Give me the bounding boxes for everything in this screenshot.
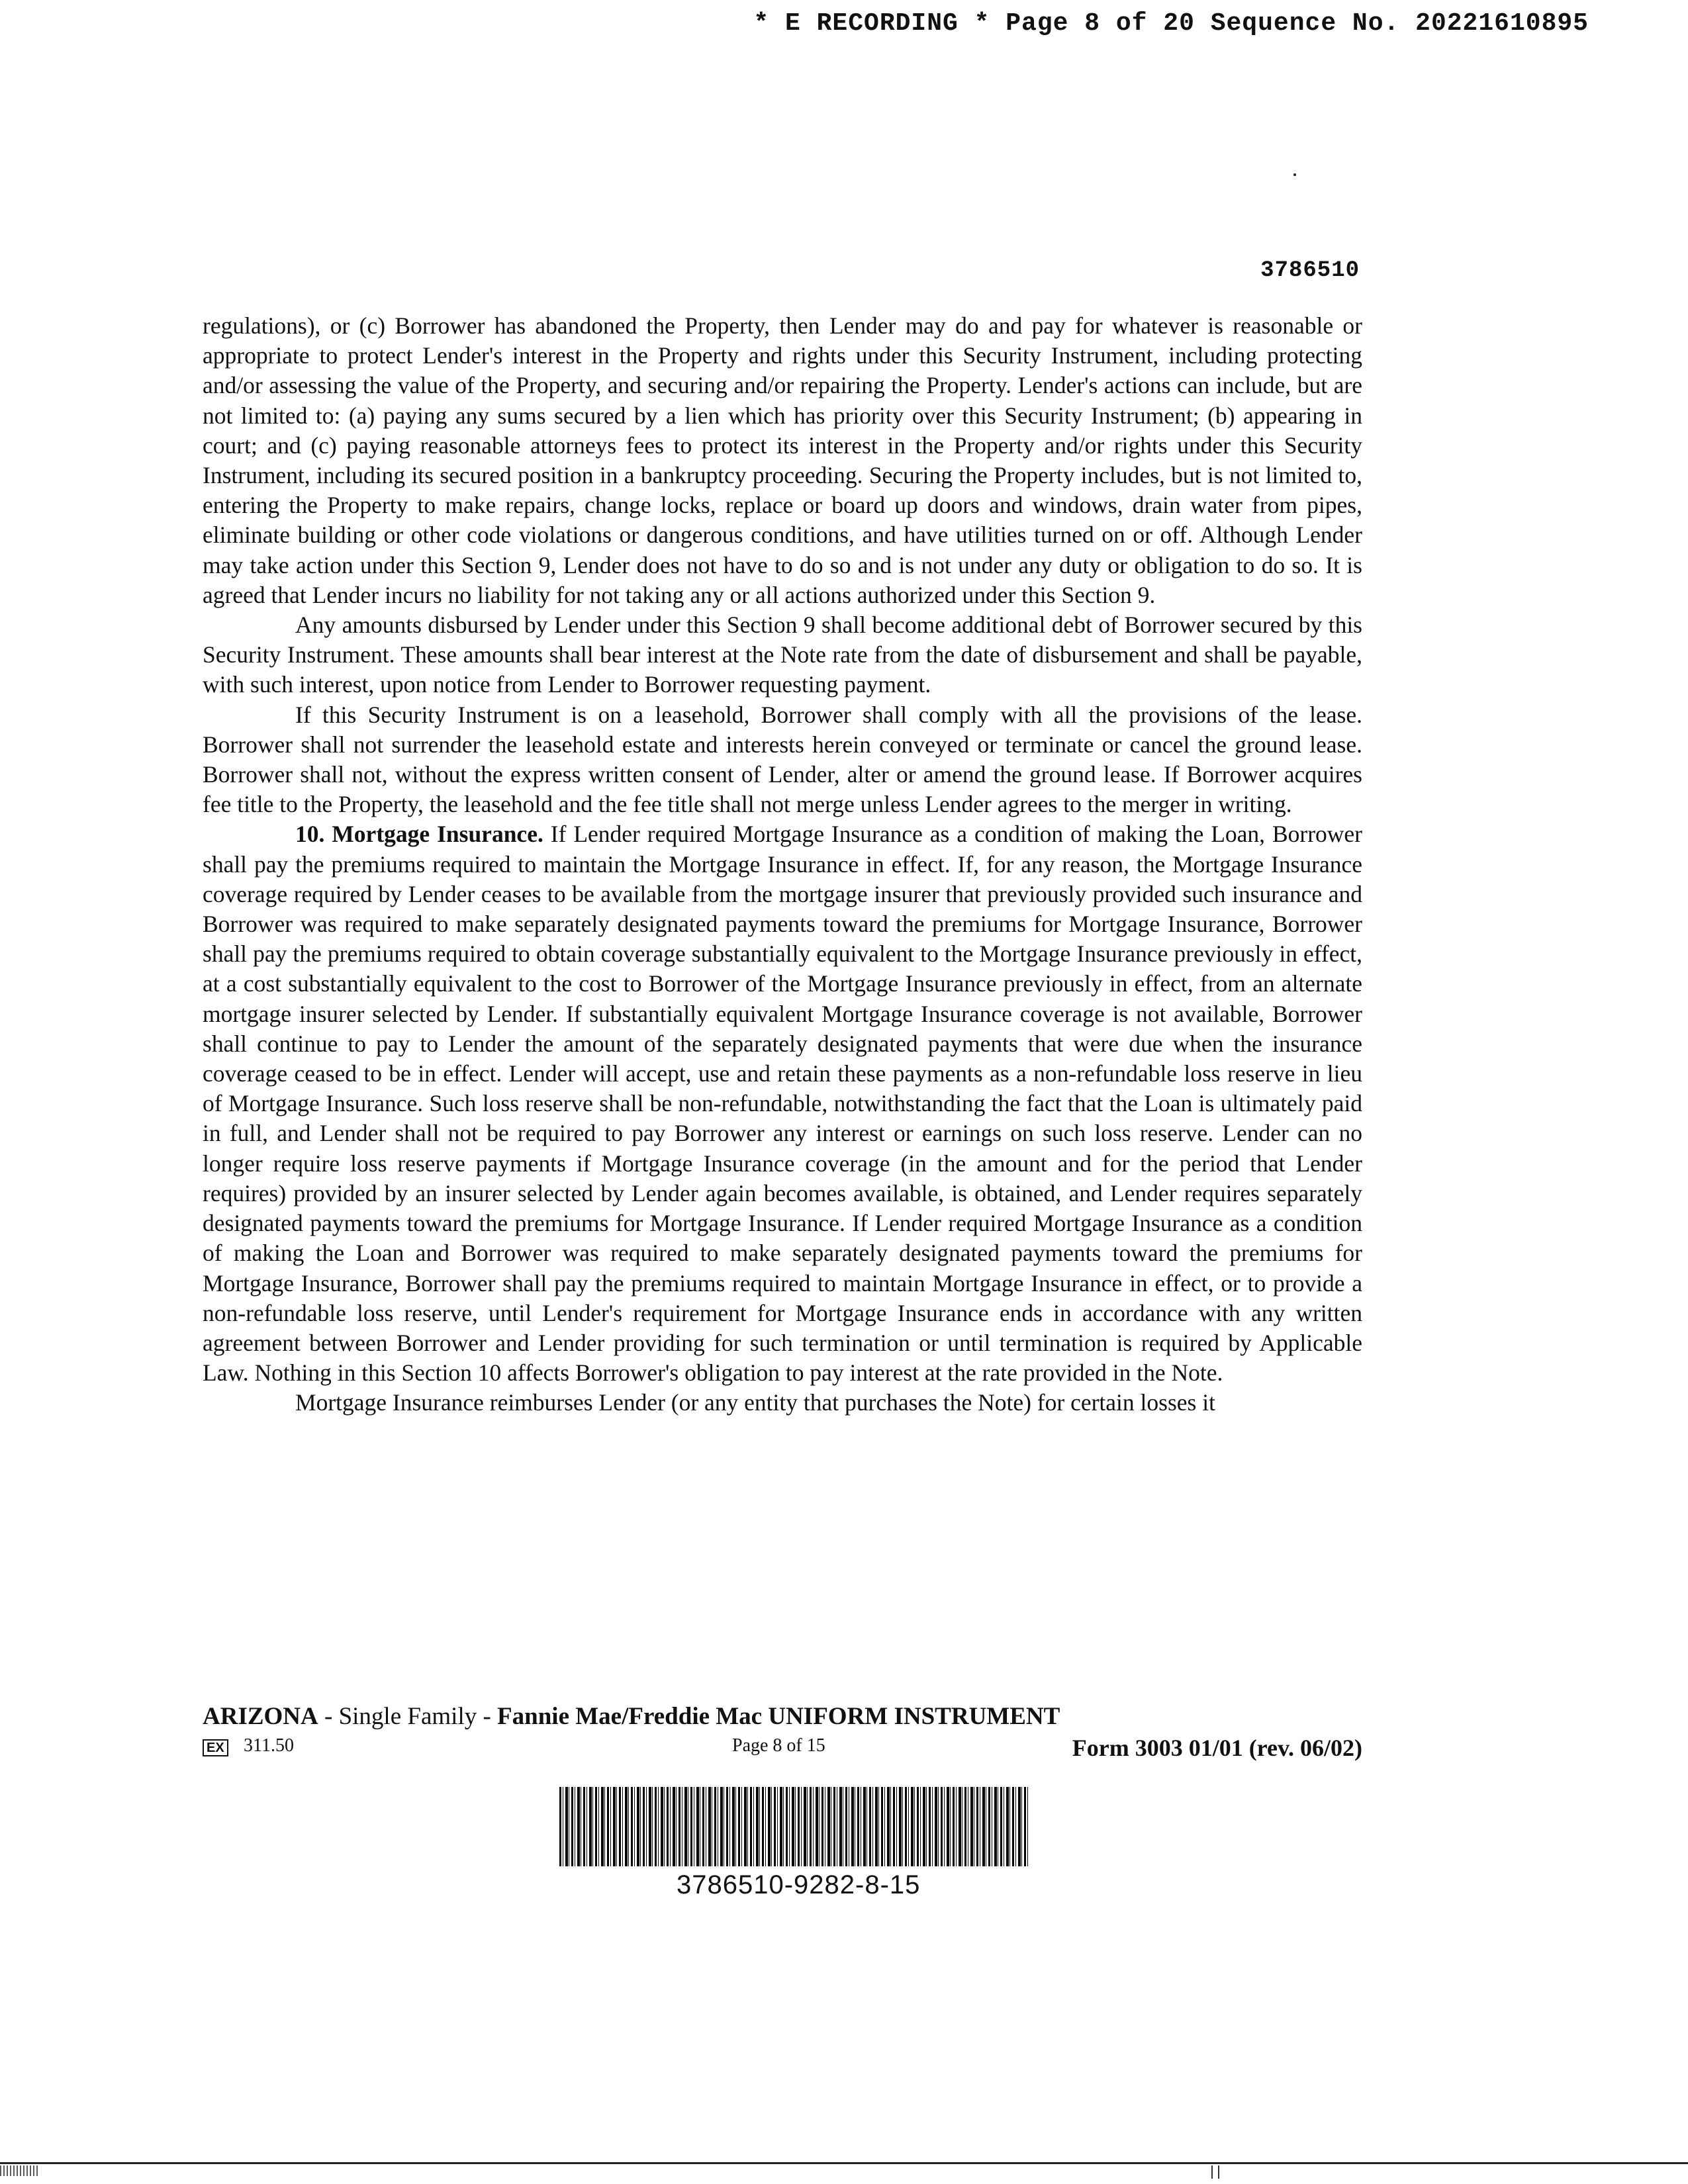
form-code: 311.50: [244, 1735, 294, 1756]
scan-dot: [1293, 173, 1296, 176]
section-10-text: If Lender required Mortgage Insurance as a condition of making the Loan, Borrower shall pay the premiums required to maintain the Mortgage Insurance in effect. If, for any reason, the Mortgage Insurance coverage required by Lender ceases to be available from the mortgage insurer that previously provided such insurance and Borrower was required to make separately designated payments toward the premiums for Mortgage Insurance, Borrower shall pay the premiums required to obtain coverage substantially equivalent to the Mortgage Insurance previously in effect, at a cost substantially equivalent to the cost to Borrower of the Mortgage Insurance previously in effect, from an alternate mortgage insurer selected by Lender. If substantially equivalent Mortgage Insurance coverage is not available, Borrower shall continue to pay to Lender the amount of the separately designated payments that were due when the insurance coverage ceased to be in effect. Lender will accept, use and retain these payments as a non-refundable loss reserve in lieu of Mortgage Insurance. Such loss reserve shall be non-refundable, notwithstanding the fact that the Loan is ultimately paid in full, and Lender shall not be required to pay Borrower any interest or earnings on such loss reserve. Lender can no longer require loss reserve payments if Mortgage Insurance coverage (in the amount and for the period that Lender requires) provided by an insurer selected by Lender again becomes available, is obtained, and Lender requires separately designated payments toward the premiums for Mortgage Insurance. If Lender required Mortgage Insurance as a condition of making the Loan and Borrower was required to make separately designated payments toward the premiums for Mortgage Insurance, Borrower shall pay the premiums required to maintain Mortgage Insurance in effect, or to provide a non-refundable loss reserve, until Lender's requirement for Mortgage Insurance ends in accordance with any written agreement between Borrower and Lender providing for such termination or until termination is required by Applicable Law. Nothing in this Section 10 affects Borrower's obligation to pay interest at the rate provided in the Note.: [203, 821, 1362, 1387]
recording-header: * E RECORDING * Page 8 of 20 Sequence No. 20221610895: [753, 9, 1589, 38]
document-body: [203, 311, 1362, 1418]
ex-logo: EX: [203, 1739, 228, 1756]
scan-mark-left: [0, 2165, 40, 2176]
paragraph-mortgage-insurance: [203, 819, 1362, 1388]
form-number: Form 3003 01/01 (rev. 06/02): [1072, 1735, 1362, 1761]
section-10-heading: 10. Mortgage Insurance.: [295, 821, 543, 848]
scan-mark-mid: [1211, 2165, 1219, 2179]
bottom-rule: [0, 2162, 1688, 2164]
paragraph-amounts-disbursed: Any amounts disbursed by Lender under this Section 9 shall become additional debt of Borrower secured by this Security Instrument. These amounts shall bear interest at the Note rate from the date of disbursement and shall be payable, with such interest, upon notice from Lender to Borrower requesting payment.: [203, 612, 1362, 698]
paragraph-leasehold: If this Security Instrument is on a leasehold, Borrower shall comply with all the provisions of the lease. Borrower shall not surrender the leasehold estate and interests herein conveyed or terminate or cancel the ground lease. Borrower shall not, without the express written consent of Lender, alter or amend the ground lease. If Borrower acquires fee title to the Property, the leasehold and the fee title shall not merge unless Lender agrees to the merger in writing.: [203, 701, 1362, 818]
barcode-number: 3786510-9282-8-15: [677, 1870, 921, 1899]
footer-title: [203, 1702, 1060, 1731]
footer-instrument: Fannie Mae/Freddie Mac UNIFORM INSTRUMENT: [497, 1703, 1060, 1730]
document-number: 3786510: [1260, 258, 1360, 283]
page-number: Page 8 of 15: [732, 1735, 825, 1756]
footer-state-suffix: - Single Family -: [318, 1703, 498, 1730]
paragraph-mortgage-insurance-reimburses: Mortgage Insurance reimburses Lender (or any entity that purchases the Note) for certain losses it: [295, 1389, 1215, 1416]
footer-row: [203, 1734, 1362, 1767]
barcode-image: [559, 1787, 1029, 1866]
footer-state: ARIZONA: [203, 1703, 318, 1730]
paragraph-section-9-continued: regulations), or (c) Borrower has abandoned the Property, then Lender may do and pay for whatever is reasonable or appropriate to protect Lender's interest in the Property and rights under this Security Instrument, including protecting and/or assessing the value of the Property, and securing and/or repairing the Property. Lender's actions can include, but are not limited to: (a) paying any sums secured by a lien which has priority over this Security Instrument; (b) appearing in court; and (c) paying reasonable attorneys fees to protect its interest in the Property and/or rights under this Security Instrument, including its secured position in a bankruptcy proceeding. Securing the Property includes, but is not limited to, entering the Property to make repairs, change locks, replace or board up doors and windows, drain water from pipes, eliminate building or other code violations or dangerous conditions, and have utilities turned on or off. Although Lender may take action under this Section 9, Lender does not have to do so and is not under any duty or obligation to do so. It is agreed that Lender incurs no liability for not taking any or all actions authorized under this Section 9.: [203, 312, 1362, 608]
